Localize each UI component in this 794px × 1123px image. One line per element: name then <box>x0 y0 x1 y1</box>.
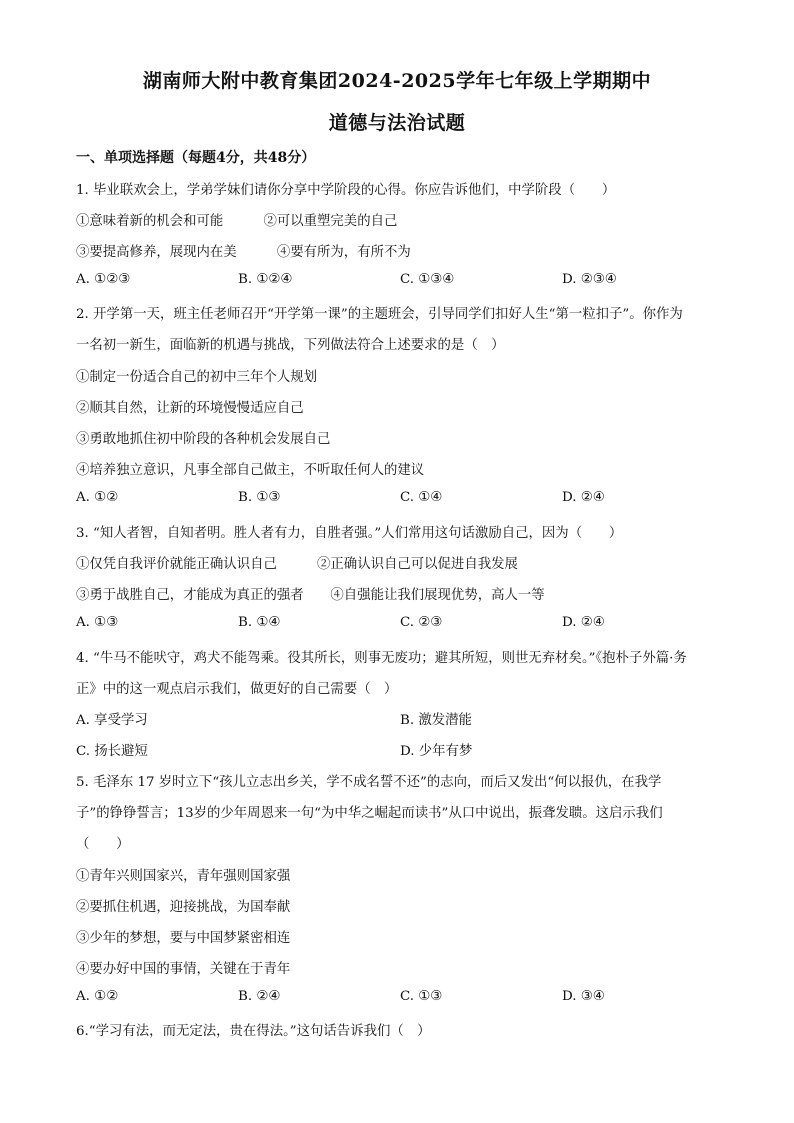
question-3-option-c[interactable]: C. ②③ <box>400 615 443 630</box>
question-3-statement: ①仅凭自我评价就能正确认识自己 ②正确认识自己可以促进自我发展 <box>76 557 518 572</box>
question-6-stem: 6.“学习有法，而无定法，贵在得法。”这句话告诉我们（ ） <box>76 1024 431 1039</box>
question-3-option-b[interactable]: B. ①④ <box>238 615 281 630</box>
question-5-option-d[interactable]: D. ③④ <box>562 989 605 1004</box>
question-5-statement: ③少年的梦想，要与中国梦紧密相连 <box>76 931 291 946</box>
question-5-statement: ②要抓住机遇，迎接挑战，为国奉献 <box>76 900 291 915</box>
question-5-stem: （ ） <box>76 837 130 852</box>
question-3-option-a[interactable]: A. ①③ <box>76 615 119 630</box>
question-5-option-c[interactable]: C. ①③ <box>400 989 443 1004</box>
question-4-option-b[interactable]: B. 激发潜能 <box>400 713 472 728</box>
question-1-statement: ①意味着新的机会和可能 ②可以重塑完美的自己 <box>76 214 398 229</box>
question-5-stem: 子”的铮铮誓言；13岁的少年周恩来一句“为中华之崛起而读书”从口中说出，振聋发聩。这启示我们 <box>76 806 663 821</box>
exam-title: 湖南师大附中教育集团2024-2025学年七年级上学期期中 <box>142 70 652 92</box>
question-4-option-a[interactable]: A. 享受学习 <box>76 713 148 728</box>
question-4-option-c[interactable]: C. 扬长避短 <box>76 744 148 759</box>
question-2-statement: ②顺其自然，让新的环境慢慢适应自己 <box>76 401 304 416</box>
question-2-stem: 2. 开学第一天，班主任老师召开“开学第一课”的主题班会，引导同学们扣好人生“第一粒扣子”。你作为 <box>76 307 683 322</box>
question-1-option-d[interactable]: D. ②③④ <box>562 272 617 287</box>
question-5-statement: ④要办好中国的事情，关键在于青年 <box>76 962 291 977</box>
question-5-option-a[interactable]: A. ①② <box>76 989 119 1004</box>
question-3-statement: ③勇于战胜自己，才能成为真正的强者 ④自强能让我们展现优势，高人一等 <box>76 588 545 603</box>
question-3-option-d[interactable]: D. ②④ <box>562 615 605 630</box>
question-4-stem: 正》中的这一观点启示我们，做更好的自己需要（ ） <box>76 682 398 697</box>
question-2-option-b[interactable]: B. ①③ <box>238 490 281 505</box>
question-2-option-c[interactable]: C. ①④ <box>400 490 443 505</box>
question-2-statement: ③勇敢地抓住初中阶段的各种机会发展自己 <box>76 432 331 447</box>
question-2-statement: ④培养独立意识，凡事全部自己做主，不听取任何人的建议 <box>76 463 425 478</box>
question-1-stem: 1. 毕业联欢会上，学弟学妹们请你分享中学阶段的心得。你应告诉他们，中学阶段（ ） <box>76 183 616 198</box>
question-4-stem: 4. “牛马不能吠守，鸡犬不能驾乘。役其所长，则事无废功；避其所短，则世无弃材矣。”《抱朴子外篇·务 <box>76 651 687 666</box>
question-2-stem: 一名初一新生，面临新的机遇与挑战，下列做法符合上述要求的是（ ） <box>76 338 505 353</box>
question-2-option-a[interactable]: A. ①② <box>76 490 119 505</box>
question-2-option-d[interactable]: D. ②④ <box>562 490 605 505</box>
question-5-statement: ①青年兴则国家兴，青年强则国家强 <box>76 869 291 884</box>
question-1-statement: ③要提高修养，展现内在美 ④要有所为，有所不为 <box>76 245 411 260</box>
question-4-option-d[interactable]: D. 少年有梦 <box>400 744 473 759</box>
question-2-statement: ①制定一份适合自己的初中三年个人规划 <box>76 370 318 385</box>
question-3-stem: 3. “知人者智，自知者明。胜人者有力，自胜者强。”人们常用这句话激励自己，因为（ ） <box>76 526 623 541</box>
section-heading: 一、单项选择题（每题4分，共48分） <box>76 150 316 166</box>
exam-subtitle: 道德与法治试题 <box>328 112 466 134</box>
question-5-stem: 5. 毛泽东 17 岁时立下“孩儿立志出乡关，学不成名誓不还”的志向，而后又发出“何以报仇，在我学 <box>76 775 662 790</box>
question-1-option-c[interactable]: C. ①③④ <box>400 272 455 287</box>
question-1-option-b[interactable]: B. ①②④ <box>238 272 293 287</box>
question-1-option-a[interactable]: A. ①②③ <box>76 272 131 287</box>
question-5-option-b[interactable]: B. ②④ <box>238 989 281 1004</box>
